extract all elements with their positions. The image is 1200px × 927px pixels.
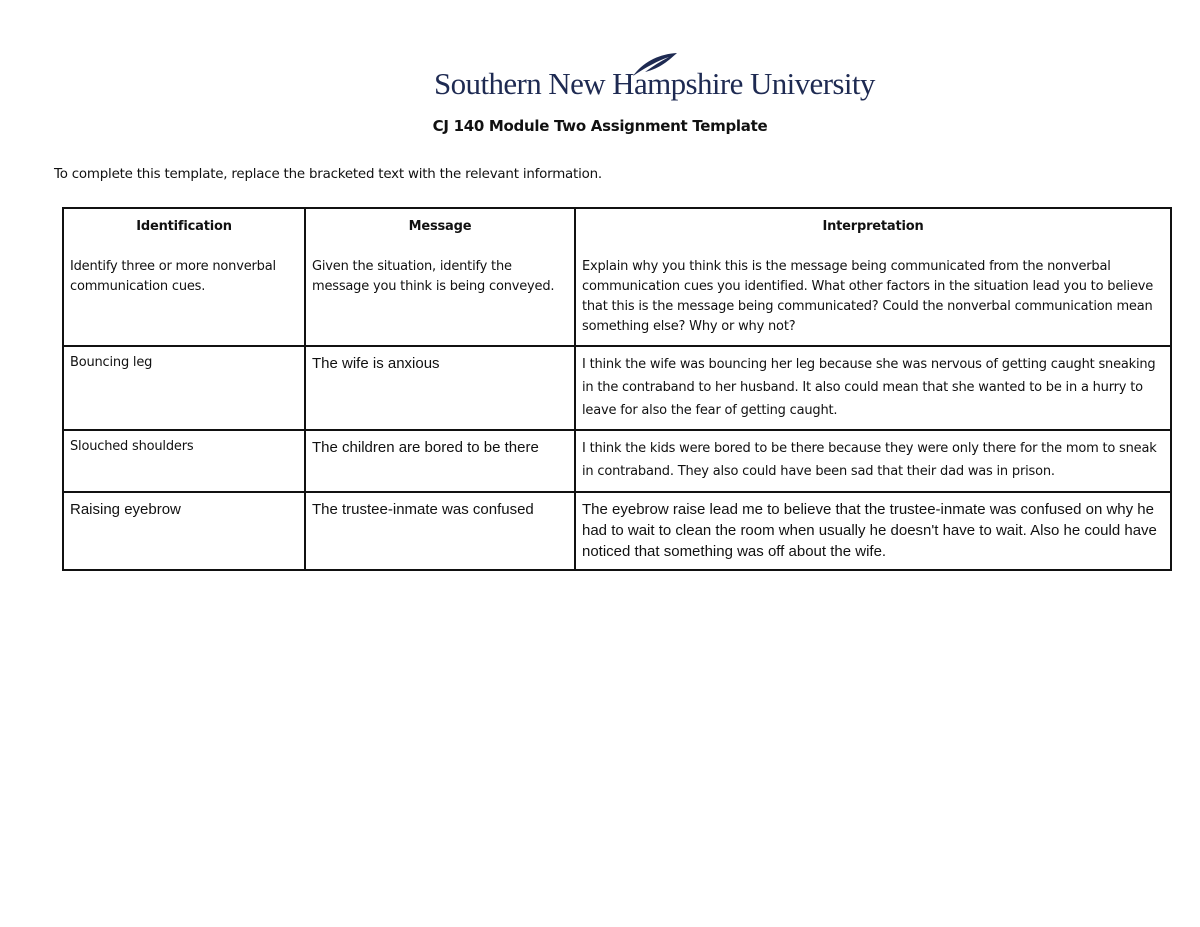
message-cell: The children are bored to be there <box>305 430 575 492</box>
interpretation-cell: The eyebrow raise lead me to believe that the trustee-inmate was confused on why he had to wait to clean the room when usually he doesn't have to wait. Also he could have noticed that something was off about the wife. <box>575 492 1171 570</box>
interpretation-cell: I think the kids were bored to be there because they were only there for the mom to sneak in contraband. They also could have been sad that their dad was in prison. <box>575 430 1171 492</box>
identification-cell: Raising eyebrow <box>63 492 305 570</box>
university-logo <box>434 52 875 106</box>
table-row <box>63 346 1171 430</box>
table-header-row <box>63 208 1171 346</box>
instructions-text: To complete this template, replace the bracketed text with the relevant information. <box>54 167 602 182</box>
column-prompt: Identify three or more nonverbal communication cues. <box>70 259 276 294</box>
identification-cell: Slouched shoulders <box>63 430 305 492</box>
header-cell-message <box>305 208 575 346</box>
column-prompt: Explain why you think this is the message being communicated from the nonverbal communication cues you identified. What other factors in the situation lead you to believe that this is the message being communicated? Could the nonverbal communication mean something else? Why or why not? <box>582 259 1154 334</box>
column-title: Interpretation <box>822 219 924 234</box>
column-prompt: Given the situation, identify the message you think is being conveyed. <box>312 259 555 294</box>
document-title: CJ 140 Module Two Assignment Template <box>432 117 768 135</box>
header-cell-interpretation <box>575 208 1171 346</box>
interpretation-cell: I think the wife was bouncing her leg because she was nervous of getting caught sneaking in the contraband to her husband. It also could mean that she wanted to be in a hurry to leave for also the fear of getting caught. <box>575 346 1171 430</box>
column-title: Identification <box>136 219 232 234</box>
table-row <box>63 492 1171 570</box>
header-cell-identification <box>63 208 305 346</box>
message-cell: The wife is anxious <box>305 346 575 430</box>
assignment-table <box>62 207 1172 571</box>
logo-wordmark: Southern New Hampshire University <box>434 66 875 101</box>
message-cell: The trustee-inmate was confused <box>305 492 575 570</box>
identification-cell: Bouncing leg <box>63 346 305 430</box>
column-title: Message <box>408 219 472 234</box>
table-row <box>63 430 1171 492</box>
